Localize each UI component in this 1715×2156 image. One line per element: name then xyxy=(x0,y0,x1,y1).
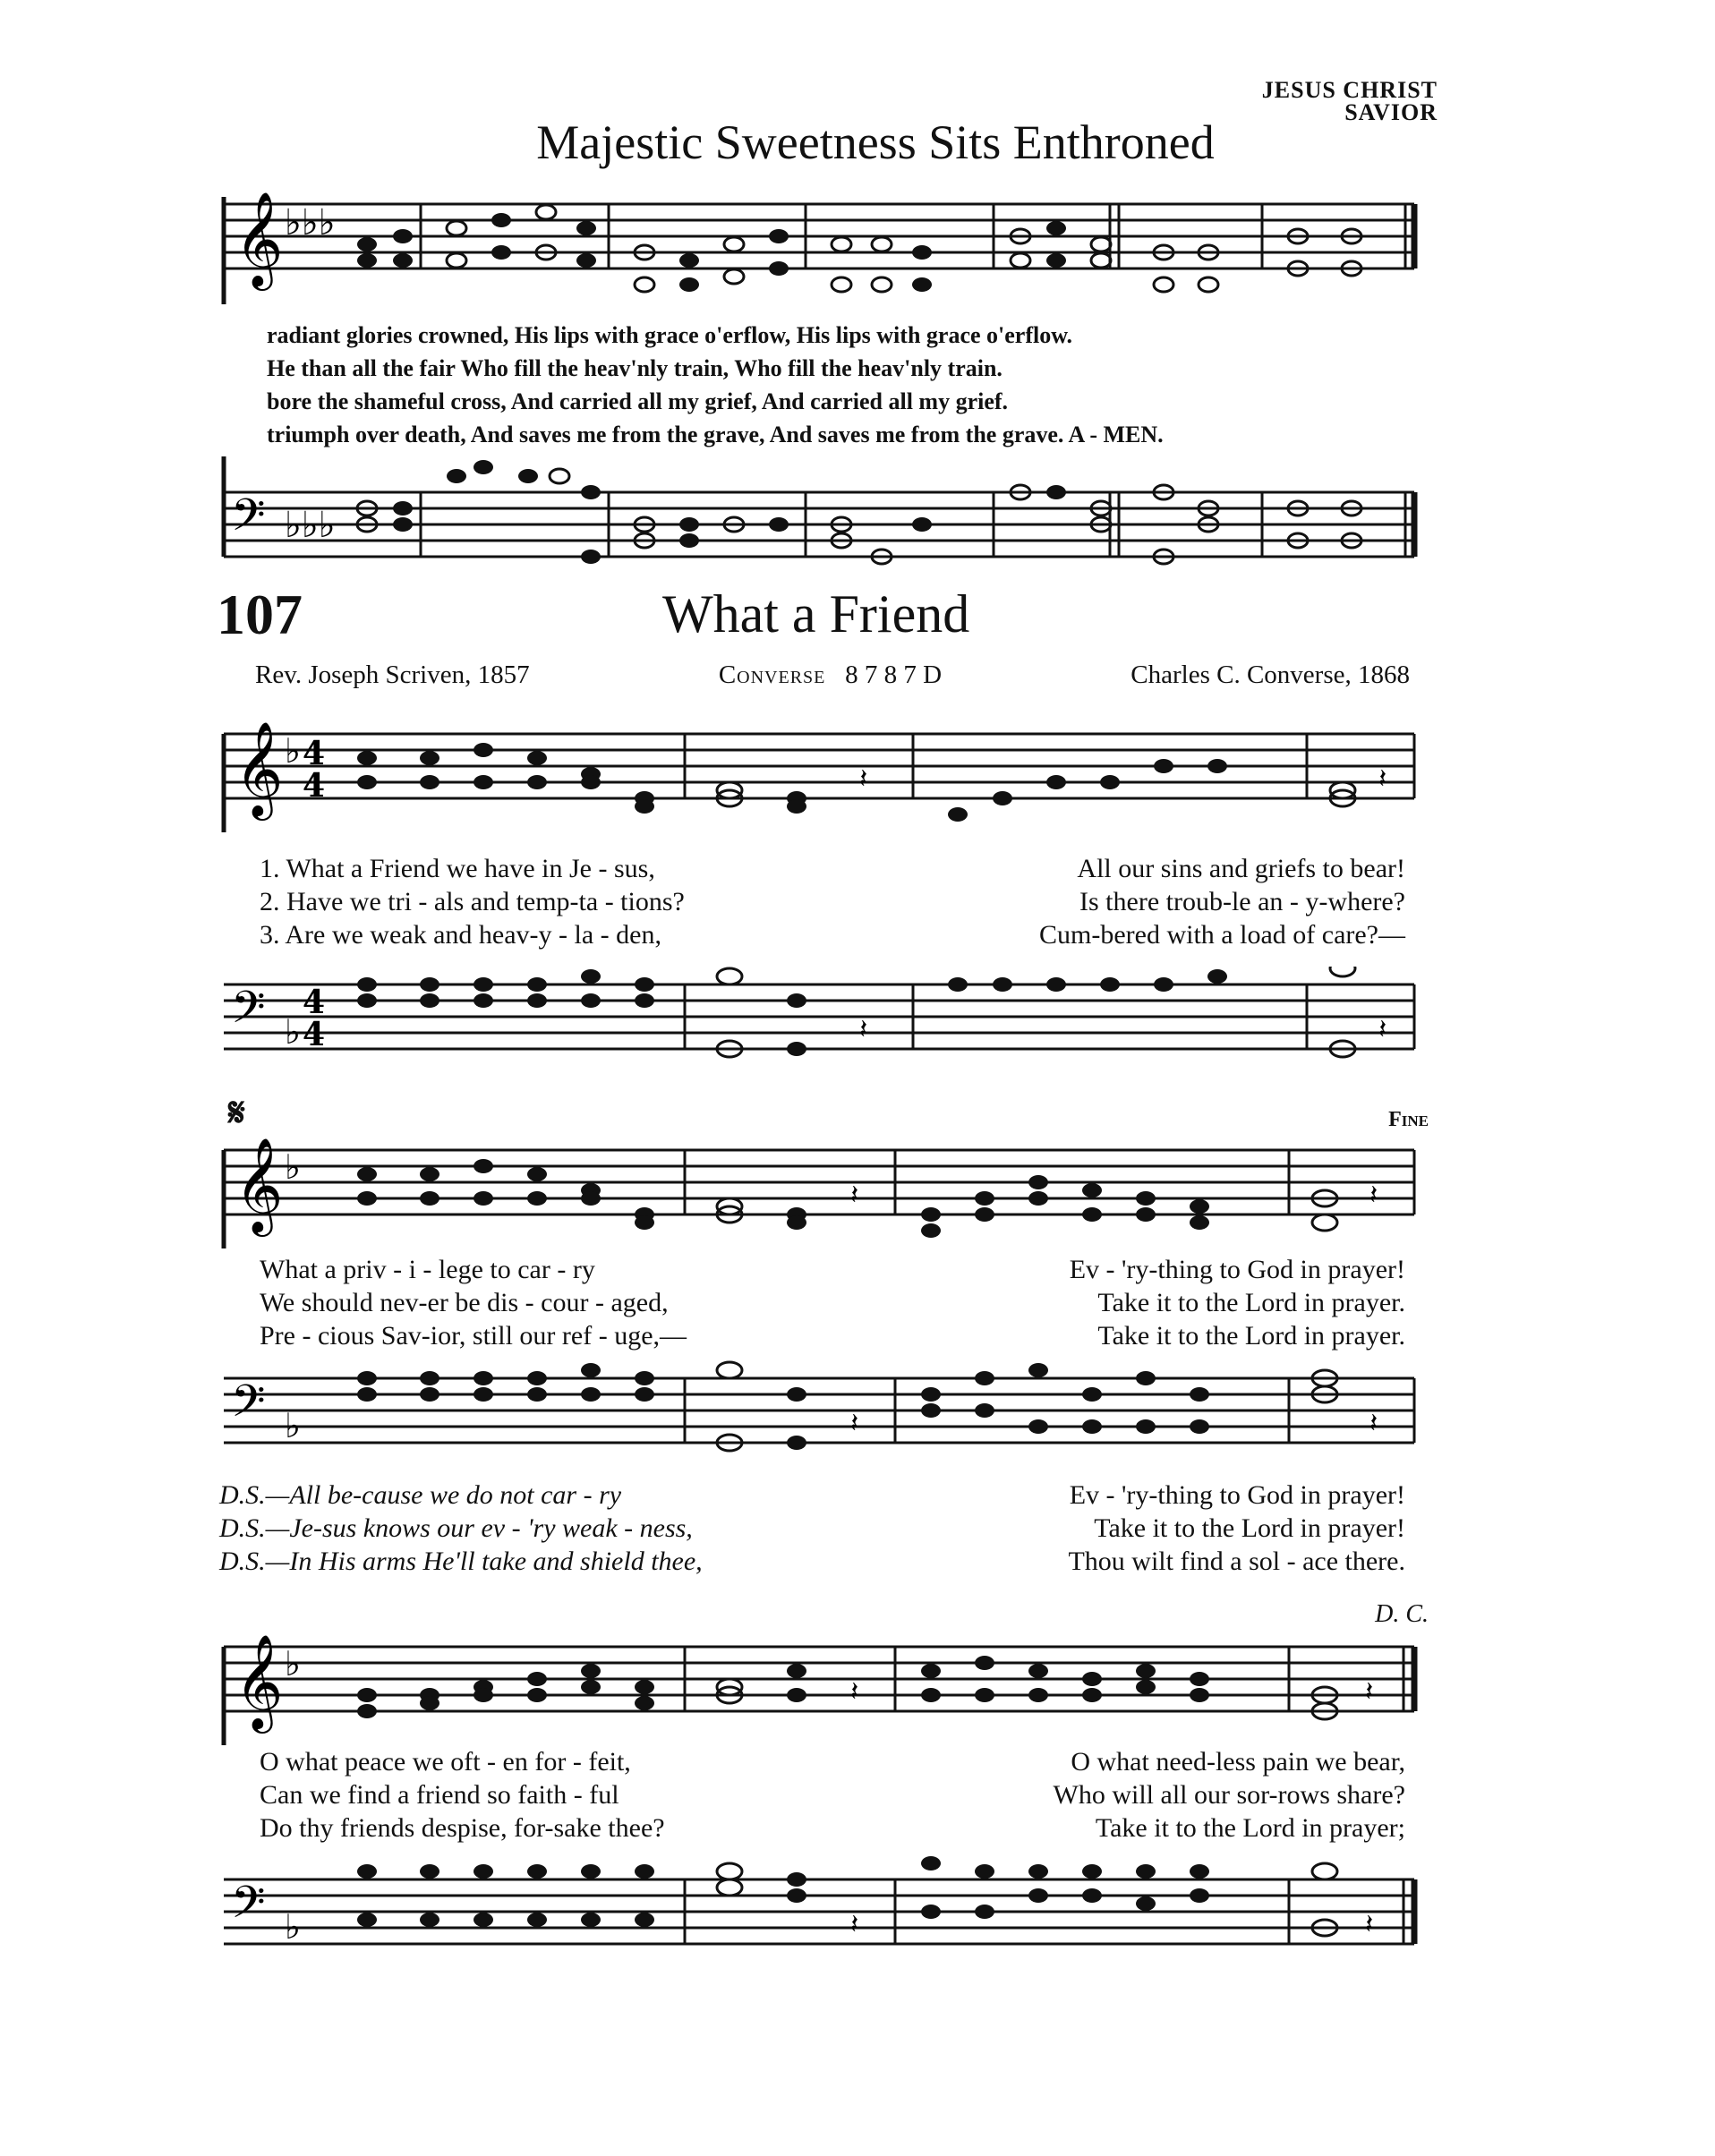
hymn-number: 107 xyxy=(217,583,303,646)
ds-lyrics xyxy=(219,1479,1405,1578)
svg-text:♭: ♭ xyxy=(285,1644,301,1683)
svg-text:𝄽: 𝄽 xyxy=(1369,1180,1378,1211)
svg-text:𝄽: 𝄽 xyxy=(859,1014,868,1045)
lyric-line: Do thy friends despise, for-sake thee? Take it to the Lord in prayer; xyxy=(260,1813,1405,1843)
lyric-line: radiant glories crowned, His lips with grace o'erflow, His lips with grace o'erflow. xyxy=(267,322,1073,348)
lyric-line: 2. Have we tri - als and temp-ta - tions? Is there troub-le an - y-where? xyxy=(260,887,1405,916)
system2-bass-staff xyxy=(215,1360,1423,1468)
system1-lyrics xyxy=(260,852,1405,951)
svg-text:𝄽: 𝄽 xyxy=(1378,1014,1387,1045)
dc-mark: D. C. xyxy=(1375,1600,1429,1628)
lyric-line: What a priv - i - lege to car - ry Ev - 'ry-thing to God in prayer! xyxy=(260,1255,1405,1284)
svg-text:𝄽: 𝄽 xyxy=(850,1676,859,1708)
svg-text:♭: ♭ xyxy=(285,731,301,771)
svg-text:𝄽: 𝄽 xyxy=(1365,1909,1374,1940)
section-label: JESUS CHRIST SAVIOR xyxy=(1261,77,1438,125)
hymn-b-title: What a Friend xyxy=(662,584,970,643)
svg-text:𝄢: 𝄢 xyxy=(231,490,266,552)
svg-text:𝄽: 𝄽 xyxy=(1369,1408,1378,1439)
svg-text:𝄽: 𝄽 xyxy=(850,1180,859,1211)
lyric-line: triumph over death, And saves me from the grave, And saves me from the grave. A - MEN. xyxy=(267,422,1164,447)
hymn-a-title: Majestic Sweetness Sits Enthroned xyxy=(536,115,1215,169)
svg-text:4: 4 xyxy=(303,735,326,772)
hymn-a-treble-staff xyxy=(215,179,1423,304)
hymn-a-lyrics xyxy=(267,319,1412,451)
system2-lyrics xyxy=(260,1253,1405,1352)
svg-text:𝄽: 𝄽 xyxy=(850,1909,859,1940)
composer: Charles C. Converse, 1868 xyxy=(1131,660,1410,689)
svg-text:𝄽: 𝄽 xyxy=(1378,763,1387,795)
system1-bass-staff xyxy=(215,967,1423,1074)
lyric-line: We should nev-er be dis - cour - aged, Take it to the Lord in prayer. xyxy=(260,1288,1405,1317)
svg-text:4: 4 xyxy=(303,984,326,1021)
svg-text:𝄢: 𝄢 xyxy=(231,1877,266,1939)
segno-sign: 𝄋 xyxy=(228,1091,245,1135)
lyric-line: Can we find a friend so faith - ful Who will all our sor-rows share? xyxy=(260,1780,1405,1810)
svg-text:𝄞: 𝄞 xyxy=(235,720,284,816)
svg-text:𝄽: 𝄽 xyxy=(850,1408,859,1439)
svg-text:𝄞: 𝄞 xyxy=(235,1633,284,1729)
author: Rev. Joseph Scriven, 1857 xyxy=(255,660,530,689)
lyric-line: O what peace we oft - en for - feit, O what need-less pain we bear, xyxy=(260,1747,1405,1777)
svg-text:𝄽: 𝄽 xyxy=(1365,1676,1374,1708)
lyric-line: Pre - cious Sav-ior, still our ref - uge,— Take it to the Lord in prayer. xyxy=(260,1321,1405,1351)
meter: 8 7 8 7 D xyxy=(845,660,943,689)
lyric-line: D.S.—All be-cause we do not car - ry Ev - 'ry-thing to God in prayer! xyxy=(219,1480,1405,1510)
system3-treble-staff xyxy=(215,1620,1423,1745)
svg-text:♭: ♭ xyxy=(285,1907,301,1947)
lyric-line: bore the shameful cross, And carried all my grief, And carried all my grief. xyxy=(267,388,1009,414)
svg-text:𝄢: 𝄢 xyxy=(231,1376,266,1438)
svg-text:4: 4 xyxy=(303,767,326,805)
svg-text:4: 4 xyxy=(303,1016,326,1053)
tune-info xyxy=(719,660,942,690)
svg-text:𝄢: 𝄢 xyxy=(231,982,266,1044)
system3-bass-staff xyxy=(215,1853,1423,1969)
hymn-a-bass-staff xyxy=(215,456,1423,573)
lyric-line: 3. Are we weak and heav-y - la - den, Cum-bered with a load of care?— xyxy=(260,920,1405,950)
svg-text:♭♭♭: ♭♭♭ xyxy=(285,505,336,546)
system1-treble-staff xyxy=(215,707,1423,832)
tune-name: Converse xyxy=(718,660,826,689)
lyric-line: 1. What a Friend we have in Je - sus, All our sins and griefs to bear! xyxy=(260,854,1405,883)
system3-lyrics xyxy=(260,1745,1405,1845)
system2-treble-staff xyxy=(215,1123,1423,1248)
lyric-line: D.S.—In His arms He'll take and shield thee, Thou wilt find a sol - ace there. xyxy=(219,1547,1405,1576)
hymn-credits xyxy=(255,660,1410,690)
svg-text:♭: ♭ xyxy=(285,1012,301,1052)
lyric-line: He than all the fair Who fill the heav'nly train, Who fill the heav'nly train. xyxy=(267,355,1003,381)
svg-text:𝄞: 𝄞 xyxy=(235,191,284,286)
svg-text:♭: ♭ xyxy=(285,1406,301,1445)
lyric-line: D.S.—Je-sus knows our ev - 'ry weak - ness, Take it to the Lord in prayer! xyxy=(219,1513,1405,1543)
svg-text:♭♭♭: ♭♭♭ xyxy=(285,202,336,243)
fine-mark: Fine xyxy=(1388,1108,1429,1131)
svg-text:𝄽: 𝄽 xyxy=(859,763,868,795)
svg-text:𝄞: 𝄞 xyxy=(235,1137,284,1232)
svg-text:♭: ♭ xyxy=(285,1147,301,1187)
